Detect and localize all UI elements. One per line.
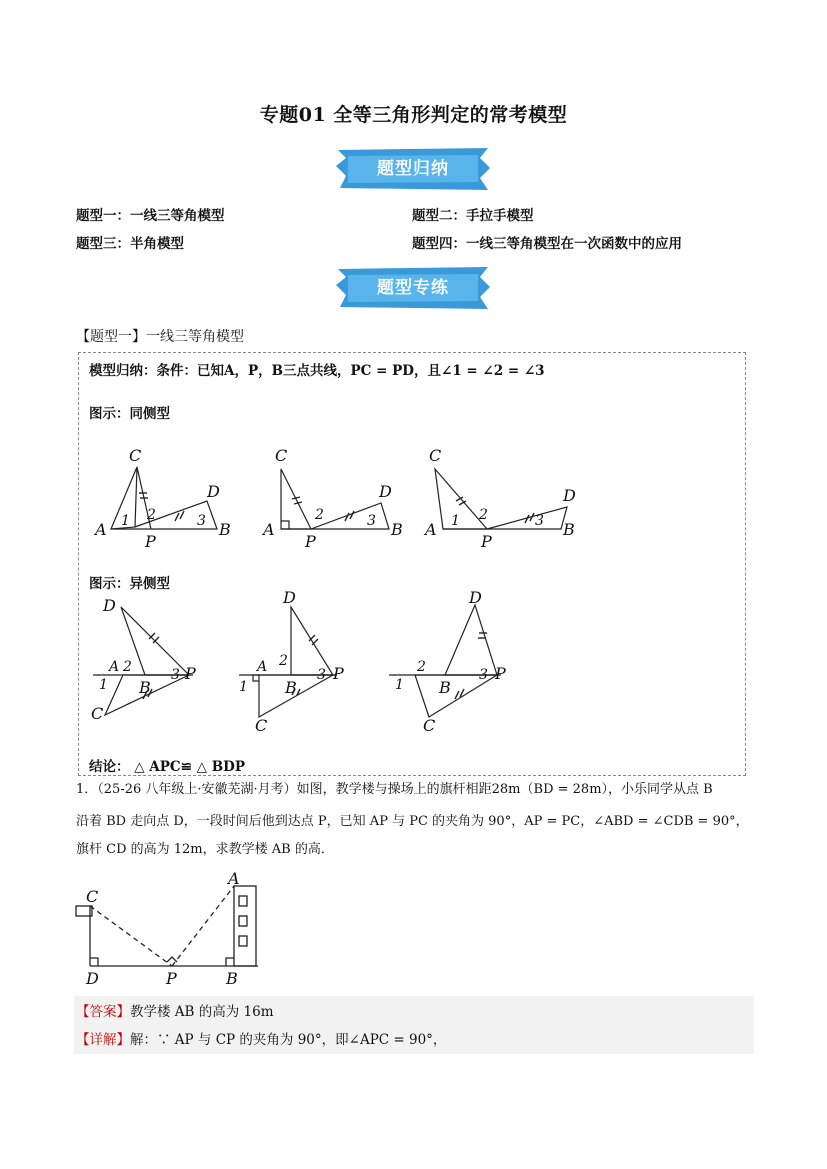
label-C: C bbox=[129, 446, 142, 465]
angle-3: 3 bbox=[367, 513, 376, 529]
answer-text: 教学楼 AB 的高为 16m bbox=[130, 1004, 274, 1020]
label-P: P bbox=[166, 969, 177, 988]
question-line-3: 旗杆 CD 的高为 12m，求教学楼 AB 的高． bbox=[76, 842, 334, 857]
label-B: B bbox=[563, 520, 575, 539]
angle-1: 1 bbox=[451, 513, 460, 529]
model-conditions: 模型归纳：条件：已知A，P，B三点共线，PC = PD，且∠1 = ∠2 = ∠3 bbox=[89, 363, 545, 379]
label-P: P bbox=[495, 664, 506, 683]
label-C: C bbox=[423, 716, 436, 735]
label-B: B bbox=[285, 678, 297, 697]
angle-2: 2 bbox=[279, 653, 288, 669]
label-A: A bbox=[109, 659, 120, 675]
label-A: A bbox=[263, 520, 275, 539]
opposite-side-label: 图示：异侧型 bbox=[89, 576, 170, 592]
label-B: B bbox=[439, 678, 451, 697]
detail-text: 解：∵ AP 与 CP 的夹角为 90°，即∠APC = 90°， bbox=[130, 1032, 447, 1048]
label-A: A bbox=[95, 520, 107, 539]
label-A: A bbox=[228, 869, 240, 888]
label-A: A bbox=[425, 520, 437, 539]
angle-2: 2 bbox=[315, 507, 324, 523]
toc-item-3: 题型三：半角模型 bbox=[76, 236, 184, 252]
summary-banner bbox=[334, 146, 492, 192]
angle-2: 2 bbox=[123, 659, 132, 675]
label-D: D bbox=[379, 482, 392, 501]
angle-2: 2 bbox=[147, 507, 156, 523]
label-A: A bbox=[257, 659, 268, 675]
angle-2: 2 bbox=[417, 659, 426, 675]
label-C: C bbox=[255, 716, 268, 735]
angle-1: 1 bbox=[121, 513, 130, 529]
opposite-side-figures bbox=[89, 588, 739, 735]
label-P: P bbox=[185, 664, 196, 683]
label-B: B bbox=[391, 520, 403, 539]
angle-3: 3 bbox=[317, 667, 326, 683]
label-D: D bbox=[103, 596, 116, 615]
practice-banner-text: 题型专练 bbox=[377, 278, 449, 298]
detail-block bbox=[74, 1024, 754, 1054]
question-figure bbox=[72, 870, 272, 988]
label-P: P bbox=[305, 532, 316, 551]
angle-1: 1 bbox=[239, 679, 248, 695]
label-P: P bbox=[481, 532, 492, 551]
model-conclusion: 结论： △ APC≌ △ BDP bbox=[89, 759, 246, 775]
answer-block bbox=[74, 996, 754, 1024]
angle-1: 1 bbox=[395, 677, 404, 693]
label-C: C bbox=[429, 446, 442, 465]
label-C: C bbox=[91, 704, 104, 723]
section-heading: 【题型一】一线三等角模型 bbox=[76, 329, 244, 345]
label-D: D bbox=[86, 969, 99, 988]
summary-banner-text: 题型归纳 bbox=[377, 159, 449, 179]
same-side-label: 图示：同侧型 bbox=[89, 406, 170, 422]
label-C: C bbox=[275, 446, 288, 465]
detail-tag: 【详解】 bbox=[76, 1032, 130, 1048]
label-B: B bbox=[226, 969, 238, 988]
label-B: B bbox=[219, 520, 231, 539]
toc-item-4: 题型四：一线三等角模型在一次函数中的应用 bbox=[412, 236, 682, 252]
angle-3: 3 bbox=[535, 513, 544, 529]
label-D: D bbox=[283, 588, 296, 607]
label-C: C bbox=[86, 887, 99, 906]
toc-item-2: 题型二：手拉手模型 bbox=[412, 208, 534, 224]
page-title: 专题01 全等三角形判定的常考模型 bbox=[259, 104, 568, 126]
label-D: D bbox=[563, 486, 576, 505]
same-side-figures bbox=[89, 435, 739, 551]
label-B: B bbox=[139, 678, 151, 697]
question-line-1: 1．（25-26 八年级上·安徽芜湖·月考）如图，教学楼与操场上的旗杆相距28m（BD = 28m），小乐同学从点 B bbox=[76, 782, 713, 797]
angle-3: 3 bbox=[197, 513, 206, 529]
label-D: D bbox=[207, 482, 220, 501]
angle-3: 3 bbox=[171, 667, 180, 683]
answer-tag: 【答案】 bbox=[76, 1004, 130, 1020]
label-D: D bbox=[469, 588, 482, 607]
label-P: P bbox=[145, 532, 156, 551]
angle-2: 2 bbox=[479, 507, 488, 523]
model-summary-box bbox=[78, 352, 746, 776]
angle-3: 3 bbox=[479, 667, 488, 683]
angle-1: 1 bbox=[99, 677, 108, 693]
question-line-2: 沿着 BD 走向点 D，一段时间后他到达点 P，已知 AP 与 PC 的夹角为 90°，AP = PC，∠ABD = ∠CDB = 90°， bbox=[76, 814, 749, 829]
toc-item-1: 题型一：一线三等角模型 bbox=[76, 208, 225, 224]
label-P: P bbox=[333, 664, 344, 683]
practice-banner bbox=[334, 265, 492, 311]
